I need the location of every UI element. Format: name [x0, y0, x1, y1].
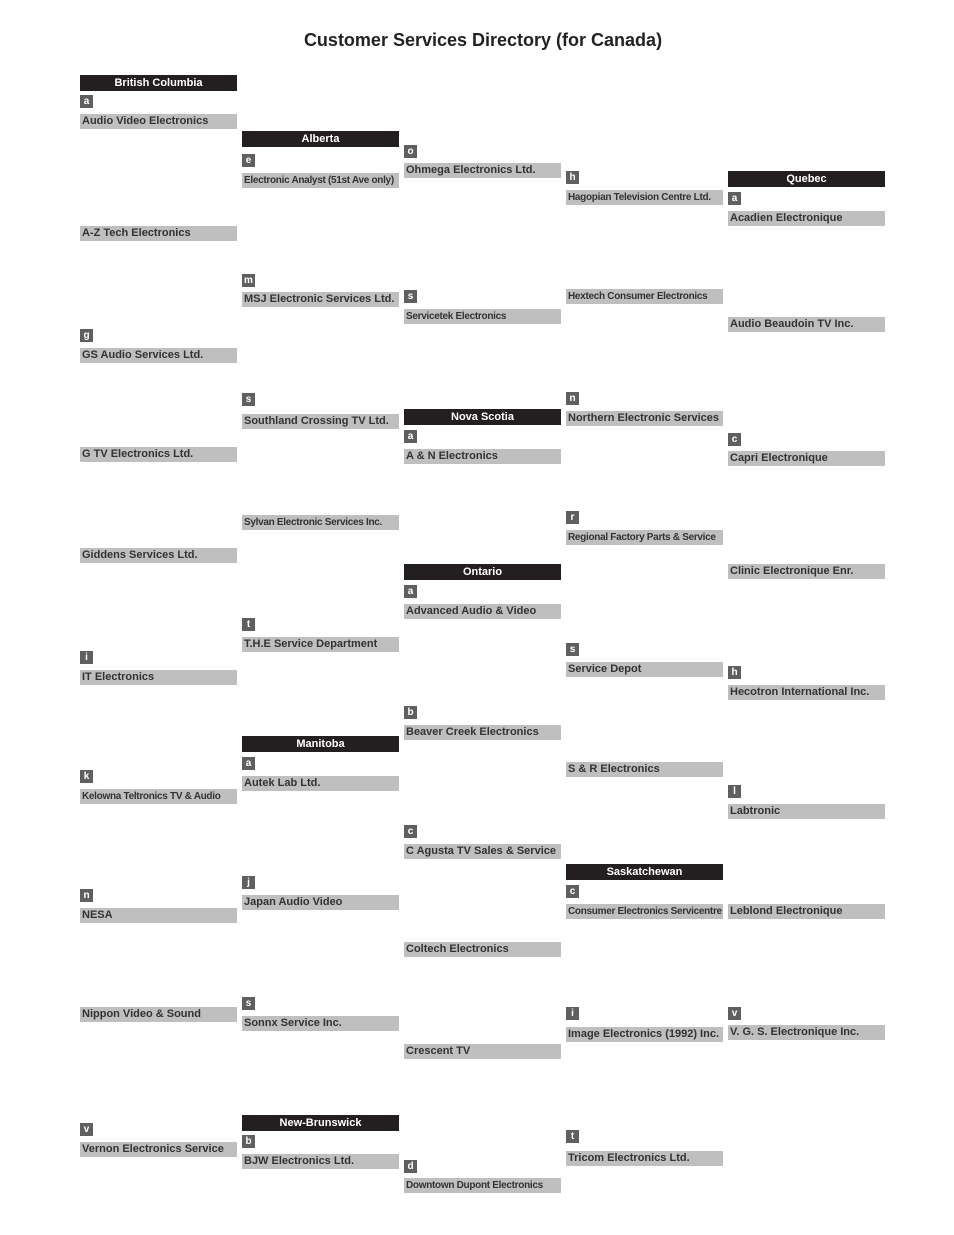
- service-entry: Crescent TV: [404, 1044, 561, 1059]
- letter-badge: s: [404, 290, 417, 303]
- service-entry: Southland Crossing TV Ltd.: [242, 414, 399, 429]
- letter-badge: h: [566, 171, 579, 184]
- service-entry: Autek Lab Ltd.: [242, 776, 399, 791]
- service-entry: NESA: [80, 908, 237, 923]
- service-entry: Sonnx Service Inc.: [242, 1016, 399, 1031]
- letter-badge: b: [242, 1135, 255, 1148]
- province-header-saskatchewan: Saskatchewan: [566, 864, 723, 880]
- letter-badge: e: [242, 154, 255, 167]
- letter-badge: n: [80, 889, 93, 902]
- letter-badge: i: [80, 651, 93, 664]
- letter-badge: n: [566, 392, 579, 405]
- service-entry: GS Audio Services Ltd.: [80, 348, 237, 363]
- letter-badge: d: [404, 1160, 417, 1173]
- letter-badge: c: [404, 825, 417, 838]
- service-entry: Audio Beaudoin TV Inc.: [728, 317, 885, 332]
- service-entry: Advanced Audio & Video: [404, 604, 561, 619]
- letter-badge: a: [404, 585, 417, 598]
- service-entry: Tricom Electronics Ltd.: [566, 1151, 723, 1166]
- letter-badge: a: [404, 430, 417, 443]
- service-entry: Vernon Electronics Service: [80, 1142, 237, 1157]
- letter-badge: m: [242, 274, 255, 287]
- letter-badge: c: [566, 885, 579, 898]
- service-entry: Giddens Services Ltd.: [80, 548, 237, 563]
- province-header-alberta: Alberta: [242, 131, 399, 147]
- service-entry: A & N Electronics: [404, 449, 561, 464]
- province-header-manitoba: Manitoba: [242, 736, 399, 752]
- service-entry: Servicetek Electronics: [404, 309, 561, 324]
- service-entry: Downtown Dupont Electronics: [404, 1178, 561, 1193]
- province-header-ontario: Ontario: [404, 564, 561, 580]
- service-entry: IT Electronics: [80, 670, 237, 685]
- letter-badge: v: [728, 1007, 741, 1020]
- letter-badge: v: [80, 1123, 93, 1136]
- letter-badge: a: [80, 95, 93, 108]
- service-entry: Northern Electronic Services: [566, 411, 723, 426]
- service-entry: Consumer Electronics Servicentre: [568, 906, 722, 917]
- service-entry: Nippon Video & Sound: [80, 1007, 237, 1022]
- letter-badge: t: [566, 1130, 579, 1143]
- letter-badge: s: [566, 643, 579, 656]
- service-entry: Acadien Electronique: [728, 211, 885, 226]
- service-entry: Japan Audio Video: [242, 895, 399, 910]
- letter-badge: s: [242, 393, 255, 406]
- letter-badge: i: [566, 1007, 579, 1020]
- service-entry: S & R Electronics: [566, 762, 723, 777]
- province-header-british-columbia: British Columbia: [80, 75, 237, 91]
- service-entry: Hecotron International Inc.: [728, 685, 885, 700]
- service-entry: T.H.E Service Department: [242, 637, 399, 652]
- service-entry: Capri Electronique: [728, 451, 885, 466]
- service-entry: BJW Electronics Ltd.: [242, 1154, 399, 1169]
- letter-badge: a: [728, 192, 741, 205]
- letter-badge: j: [242, 876, 255, 889]
- service-entry: Regional Factory Parts & Service: [566, 530, 723, 545]
- service-entry: Sylvan Electronic Services Inc.: [242, 515, 399, 530]
- province-header-nova-scotia: Nova Scotia: [404, 409, 561, 425]
- letter-badge: a: [242, 757, 255, 770]
- letter-badge: t: [242, 618, 255, 631]
- service-entry: Service Depot: [566, 662, 723, 677]
- service-entry: Image Electronics (1992) Inc.: [566, 1027, 723, 1042]
- letter-badge: s: [242, 997, 255, 1010]
- service-entry: Hagopian Television Centre Ltd.: [566, 190, 723, 205]
- service-entry: Kelowna Teltronics TV & Audio: [80, 789, 237, 804]
- service-entry: A-Z Tech Electronics: [80, 226, 237, 241]
- page-title: Customer Services Directory (for Canada): [303, 30, 663, 50]
- service-entry: Beaver Creek Electronics: [404, 725, 561, 740]
- service-entry: Electronic Analyst (51st Ave only): [242, 173, 399, 188]
- letter-badge: o: [404, 145, 417, 158]
- service-entry: Hextech Consumer Electronics: [566, 289, 723, 304]
- service-entry: C Agusta TV Sales & Service: [404, 844, 561, 859]
- service-entry: Leblond Electronique: [728, 904, 885, 919]
- province-header-quebec: Quebec: [728, 171, 885, 187]
- service-entry: MSJ Electronic Services Ltd.: [242, 292, 399, 307]
- service-entry: V. G. S. Electronique Inc.: [728, 1025, 885, 1040]
- letter-badge: k: [80, 770, 93, 783]
- letter-badge: r: [566, 511, 579, 524]
- service-entry: Labtronic: [728, 804, 885, 819]
- letter-badge: b: [404, 706, 417, 719]
- letter-badge: g: [80, 329, 93, 342]
- service-entry: Audio Video Electronics: [80, 114, 237, 129]
- service-entry: Coltech Electronics: [404, 942, 561, 957]
- letter-badge: c: [728, 433, 741, 446]
- province-header-new-brunswick: New-Brunswick: [242, 1115, 399, 1131]
- service-entry: G TV Electronics Ltd.: [80, 447, 237, 462]
- service-entry: Ohmega Electronics Ltd.: [404, 163, 561, 178]
- letter-badge: l: [728, 785, 741, 798]
- letter-badge: h: [728, 666, 741, 679]
- service-entry: Clinic Electronique Enr.: [728, 564, 885, 579]
